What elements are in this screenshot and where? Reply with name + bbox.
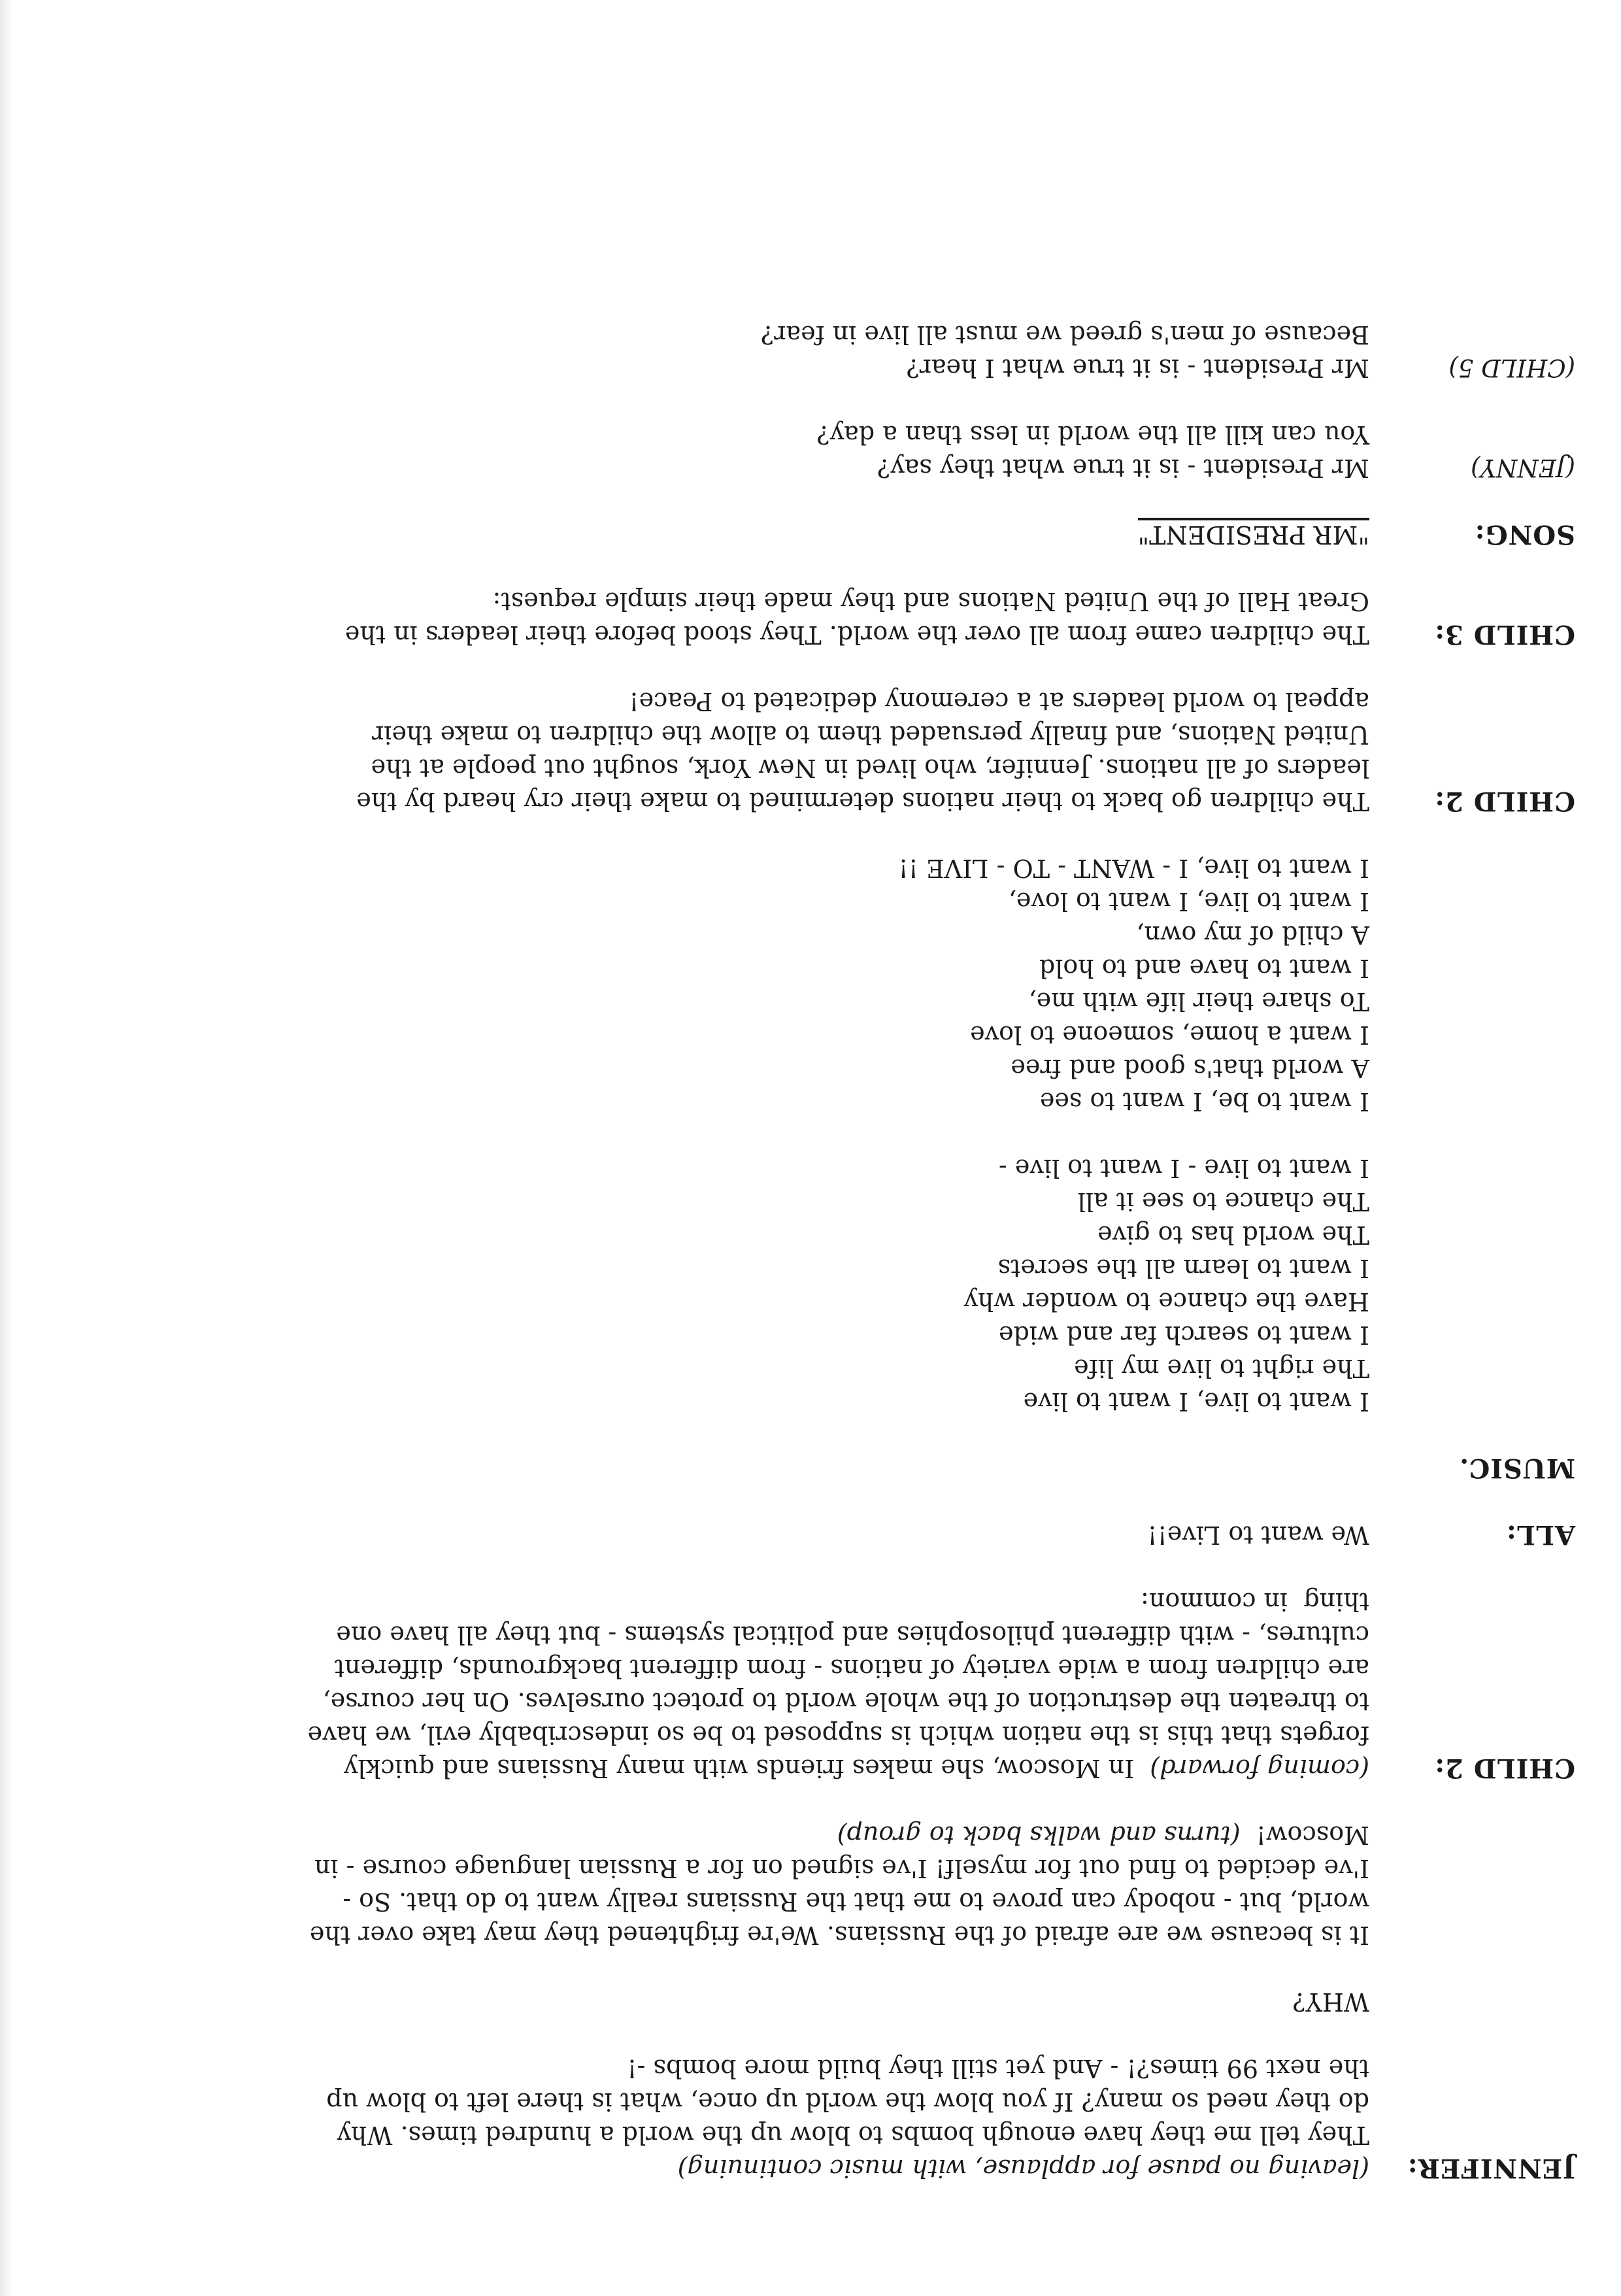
speech-text [275, 584, 1369, 651]
speaker-label: SONG: [1474, 519, 1575, 550]
text-line: I want to live - I want to live - [998, 1154, 1369, 1183]
text-line: cultures, - with different philosophies and political systems - but they all have one [336, 1621, 1369, 1649]
text-line: (leaving no pause for applause, with music continuing) [677, 2154, 1369, 2183]
speech-text [275, 418, 1369, 484]
speaker-label: CHILD 2: [1434, 1753, 1575, 1783]
speaker-label: (JENNY) [1471, 454, 1575, 482]
text-line: I want to have and to hold [1039, 954, 1369, 983]
blank-line [275, 1118, 1369, 1151]
text-line: I want to search far and wide [999, 1321, 1369, 1349]
speaker-label: JENNIFER: [1407, 2153, 1575, 2184]
speech-text [275, 1451, 1369, 1485]
blank-line [275, 1951, 1369, 1985]
text-line: Mr President - is it true what they say? [877, 454, 1369, 482]
text-line: We want to Live!! [1147, 1521, 1369, 1549]
text-line: thing in common: [1141, 1587, 1369, 1616]
speaker-label: MUSIC. [1459, 1453, 1575, 1483]
speech-text [275, 1585, 1369, 1785]
script-block [127, 1818, 1575, 2185]
text-line: forgets that this is the nation which is supposed to be so indescribably evil, we have [307, 1721, 1369, 1749]
speaker-label: ALL: [1505, 1519, 1575, 1550]
text-line: I want to be, I want to see [1039, 1087, 1369, 1116]
blank-line [275, 2018, 1369, 2051]
line-start: Moscow! [1240, 1821, 1369, 1849]
speech-text [275, 684, 1369, 818]
empty-line [275, 1451, 1369, 1485]
stage-direction: (coming forward) [1150, 1754, 1369, 1783]
text-line: Because of men's greed we must all live in fear? [760, 320, 1369, 349]
text-line: leaders of all nations. Jennifer, who lived in New York, sought out people at the [371, 754, 1369, 783]
text-line: It is because we are afraid of the Russians. We're frightened they may take over the [309, 1921, 1369, 1950]
text-line: I want a home, someone to love [970, 1021, 1369, 1049]
text-line: Great Hall of the United Nations and they made their simple request: [492, 587, 1369, 616]
text-line [275, 1751, 1369, 1785]
speaker-label: (CHILD 5) [1448, 354, 1575, 382]
text-line: world, but - nobody can prove to me that the Russians really want to do that. So - [343, 1887, 1369, 1916]
text-line: The world has to give [1097, 1221, 1369, 1249]
script-block [127, 318, 1575, 384]
text-line: WHY? [1292, 1987, 1369, 2016]
text-line: I want to live, I want to live [1023, 1387, 1369, 1416]
script-block [127, 1451, 1575, 1485]
text-line: Have the chance to wonder why [963, 1287, 1369, 1316]
text-line: The children go back to their nations determined to make their cry heard by the [356, 787, 1369, 816]
text-line [275, 1818, 1369, 1851]
text-line: United Nations, and finally persuaded them to allow the children to make their [372, 720, 1369, 749]
song-title: "MR PRESIDENT" [1138, 518, 1369, 549]
text-line: I want to live, I - WANT - TO - LIVE !! [898, 854, 1369, 883]
text-line: to threaten the destruction of the whole world to protect ourselves. On her course, [322, 1687, 1369, 1716]
text-line: You can kill all the world in less than a day? [816, 420, 1369, 449]
stage-direction: (turns and walks back to group) [837, 1821, 1241, 1849]
text-line: I want to live, I want to love, [1008, 887, 1369, 916]
text-line: I've decided to find out for myself! I've signed on for a Russian language course - in [314, 1854, 1369, 1883]
text-line: The chance to see it all [1077, 1187, 1369, 1216]
text-line: the next 99 times?! - And yet still they build more bombs -! [627, 2054, 1369, 2083]
script-block [127, 1518, 1575, 1551]
text-line: The right to live my life [1074, 1354, 1369, 1383]
text-line: They tell me they have enough bombs to blow up the world a hundred times. Why [337, 2121, 1369, 2150]
script-content [127, 284, 1575, 2185]
line-remainder: In Moscow, she makes friends with many Russians and quickly [343, 1754, 1150, 1783]
script-block [127, 851, 1369, 1418]
speech-text [275, 518, 1369, 551]
speech-text [275, 1818, 1369, 2185]
speaker-label: CHILD 3: [1434, 619, 1575, 650]
text-line: do they need so many? If you blow the world up once, what is there left to blow up [326, 2087, 1369, 2116]
script-block [127, 1585, 1575, 1785]
text-line: To share their life with me, [1028, 987, 1369, 1016]
text-line: A child of my own, [1136, 920, 1369, 949]
script-block [127, 684, 1575, 818]
script-block [127, 584, 1575, 651]
text-line: I want to learn all the secrets [997, 1254, 1369, 1283]
text-line: are children from a wide variety of nations - from different backgrounds, different [334, 1654, 1369, 1683]
speech-text [275, 1518, 1369, 1551]
text-line: The children came from all over the world. They stood before their leaders in the [344, 620, 1369, 649]
text-line: Mr President - is it true what I hear? [906, 354, 1369, 382]
text-line: appeal to world leaders at a ceremony dedicated to Peace! [629, 687, 1369, 716]
text-line: A world that's good and free [1011, 1054, 1369, 1083]
song-lyrics [275, 851, 1369, 1418]
script-block [127, 518, 1575, 551]
speaker-label: CHILD 2: [1434, 786, 1575, 817]
speech-text [275, 318, 1369, 384]
script-block [127, 418, 1575, 484]
